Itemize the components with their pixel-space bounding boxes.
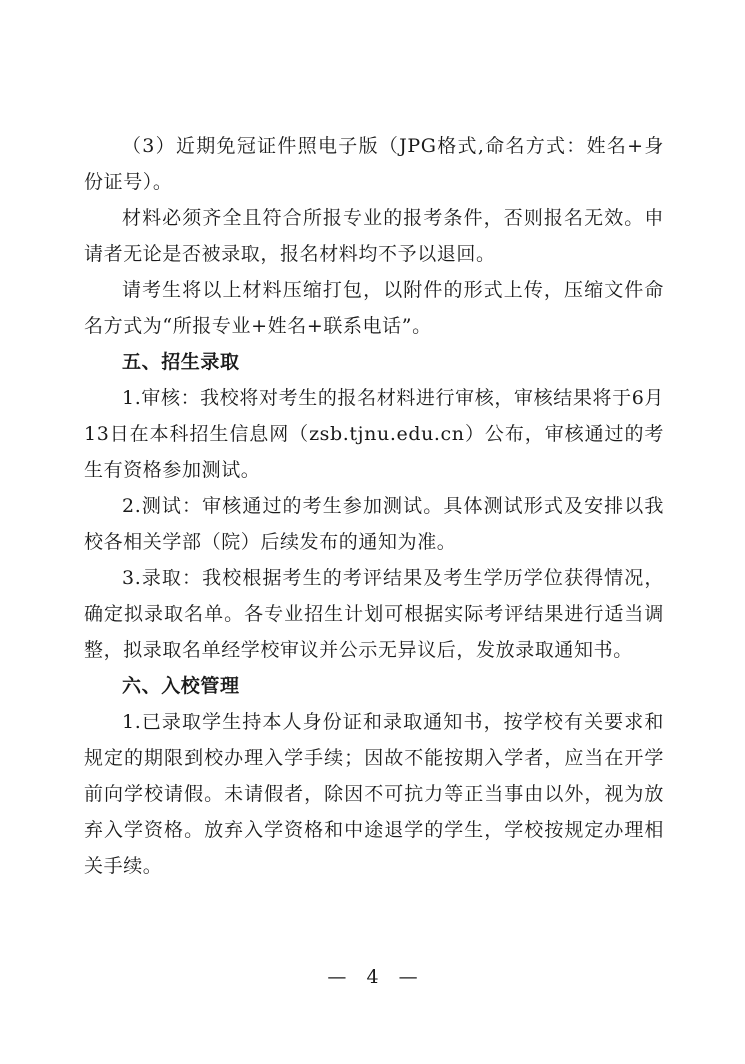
paragraph-test: 2.测试：审核通过的考生参加测试。具体测试形式及安排以我校各相关学部（院）后续发布的通知为准。 bbox=[84, 495, 664, 553]
paragraph-admission: 3.录取：我校根据考生的考评结果及考生学历学位获得情况，确定拟录取名单。各专业招生计划可根据实际考评结果进行适当调整，拟录取名单经学校审议并公示无异议后，发放录取通知书。 bbox=[84, 567, 664, 661]
section-heading-enrollment: 六、入校管理 bbox=[122, 675, 240, 697]
page-content bbox=[84, 128, 664, 884]
paragraph-photo-requirement: （3）近期免冠证件照电子版（JPG格式,命名方式：姓名+身份证号）。 bbox=[84, 135, 664, 193]
footer-dash-right: — bbox=[398, 966, 418, 988]
paragraph-upload-instructions: 请考生将以上材料压缩打包，以附件的形式上传，压缩文件命名方式为“所报专业+姓名+联系电话”。 bbox=[84, 279, 664, 337]
paragraph-enrollment: 1.已录取学生持本人身份证和录取通知书，按学校有关要求和规定的期限到校办理入学手续；因故不能按期入学者，应当在开学前向学校请假。未请假者，除因不可抗力等正当事由以外，视为放弃入学资格。放弃入学资格和中途退学的学生，学校按规定办理相关手续。 bbox=[84, 711, 664, 877]
footer-dash-left: — bbox=[327, 966, 347, 988]
paragraph-review: 1.审核：我校将对考生的报名材料进行审核，审核结果将于6月13日在本科招生信息网（zsb.tjnu.edu.cn）公布，审核通过的考生有资格参加测试。 bbox=[84, 387, 664, 481]
paragraph-materials-validity: 材料必须齐全且符合所报专业的报考条件，否则报名无效。申请者无论是否被录取，报名材料均不予以退回。 bbox=[84, 207, 664, 265]
page-footer bbox=[0, 962, 745, 992]
page-number: 4 bbox=[366, 966, 379, 988]
section-heading-admission: 五、招生录取 bbox=[122, 351, 240, 373]
